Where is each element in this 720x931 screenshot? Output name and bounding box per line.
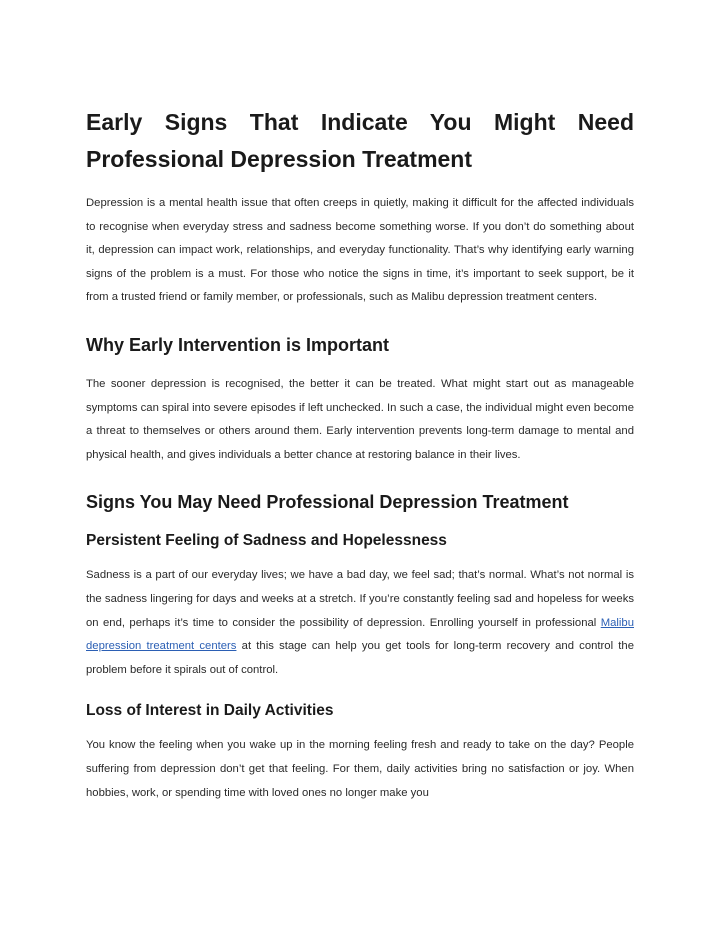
sadness-paragraph — [86, 564, 634, 682]
sadness-text-after: at this stage can help you get tools for long-term recovery and control the problem before it spirals out of control. — [86, 640, 635, 676]
early-intervention-paragraph: The sooner depression is recognised, the better it can be treated. What might start out as manageable symptoms can spiral into severe episodes if left unchecked. In such a case, the individual might even become a threat to themselves or others around them. Early intervention prevents long-term damage to mental and physical health, and gives individuals a better chance at restoring balance in their lives. — [86, 377, 634, 461]
subheading-loss-of-interest: Loss of Interest in Daily Activities — [86, 702, 334, 720]
section-heading-signs: Signs You May Need Professional Depression Treatment — [86, 492, 569, 513]
document-page — [86, 104, 634, 805]
loss-of-interest-paragraph: You know the feeling when you wake up in the morning feeling fresh and ready to take on the day? People suffering from depression don’t get that feeling. For them, daily activities bring no satisfaction or joy. When hobbies, work, or spending time with loved ones no longer make you — [86, 739, 634, 799]
intro-paragraph: Depression is a mental health issue that often creeps in quietly, making it difficult for the affected individuals to recognise when everyday stress and sadness become something worse. If you don’t do something about it, depression can impact work, relationships, and everyday functionality. That’s why identifying early warning signs of the problem is a must. For those who notice the signs in time, it’s important to seek support, be it from a trusted friend or family member, or professionals, such as Malibu depression treatment centers. — [86, 197, 634, 304]
sadness-text-before: Sadness is a part of our everyday lives; we have a bad day, we feel sad; that’s normal. What’s not normal is the sadness lingering for days and weeks at a stretch. If you’re constantly feeling sad and hopeless for weeks on end, perhaps it’s time to consider the possibility of depression. Enrolling yourself in professional — [86, 569, 634, 629]
section-heading-early-intervention: Why Early Intervention is Important — [86, 334, 390, 355]
malibu-centers-link[interactable]: Malibu depression treatment centers — [86, 616, 634, 653]
document-title: Early Signs That Indicate You Might Need Professional Depression Treatment — [86, 109, 634, 172]
subheading-sadness: Persistent Feeling of Sadness and Hopelessness — [86, 532, 447, 550]
